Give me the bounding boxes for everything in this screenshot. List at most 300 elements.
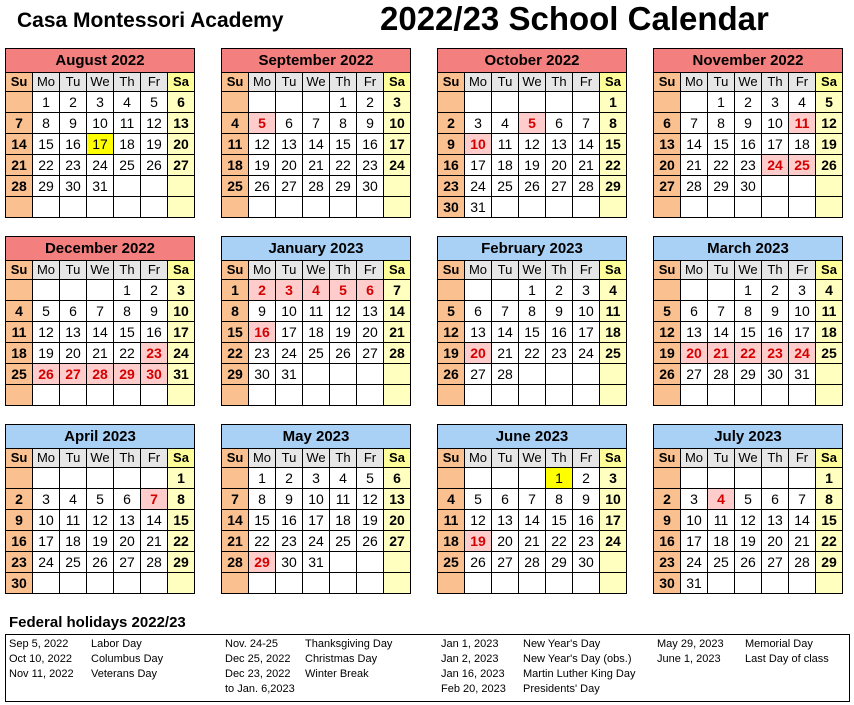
empty-cell [303,92,330,113]
day-cell: 28 [87,364,114,385]
day-cell: 9 [735,113,762,134]
empty-cell [114,573,141,594]
empty-cell [546,92,573,113]
empty-cell [6,280,33,301]
day-cell: 15 [546,510,573,531]
day-cell: 13 [654,134,681,155]
day-cell: 30 [249,364,276,385]
empty-cell [816,573,843,594]
day-cell: 5 [519,113,546,134]
day-cell: 8 [816,489,843,510]
weekday-label: Tu [276,261,303,280]
day-cell: 18 [303,322,330,343]
weekday-label: We [303,261,330,280]
day-cell: 6 [114,489,141,510]
day-cell: 10 [33,510,60,531]
day-cell: 3 [573,280,600,301]
weekday-label: We [87,449,114,468]
empty-cell [438,468,465,489]
day-cell: 27 [654,176,681,197]
day-cell: 3 [762,92,789,113]
day-cell: 26 [654,364,681,385]
day-cell: 19 [465,531,492,552]
weekday-label: Tu [708,449,735,468]
weekday-label: Fr [573,449,600,468]
day-cell: 10 [465,134,492,155]
day-cell: 18 [600,322,627,343]
day-cell: 22 [168,531,195,552]
empty-cell [6,468,33,489]
empty-cell [600,552,627,573]
day-cell: 2 [762,280,789,301]
empty-cell [384,197,411,218]
day-cell: 17 [465,155,492,176]
day-cell: 17 [789,322,816,343]
weekday-label: Su [654,449,681,468]
day-cell: 19 [735,531,762,552]
empty-cell [735,197,762,218]
month-title: August 2022 [6,49,195,73]
empty-cell [789,468,816,489]
day-cell: 19 [330,322,357,343]
day-cell: 20 [168,134,195,155]
day-cell: 25 [6,364,33,385]
day-cell: 20 [114,531,141,552]
empty-cell [681,280,708,301]
empty-cell [303,197,330,218]
day-cell: 16 [60,134,87,155]
day-cell: 29 [114,364,141,385]
day-cell: 10 [276,301,303,322]
empty-cell [60,280,87,301]
day-cell: 10 [573,301,600,322]
day-cell: 19 [87,531,114,552]
empty-cell [762,197,789,218]
day-cell: 21 [492,343,519,364]
day-cell: 5 [654,301,681,322]
day-cell: 29 [735,364,762,385]
empty-cell [708,197,735,218]
day-cell: 14 [141,510,168,531]
day-cell: 19 [141,134,168,155]
day-cell: 20 [465,343,492,364]
day-cell: 11 [330,489,357,510]
empty-cell [600,573,627,594]
holiday-date: Jan 16, 2023 [441,668,505,680]
weekday-label: Tu [492,449,519,468]
weekday-label: Su [6,73,33,92]
empty-cell [87,573,114,594]
day-cell: 30 [60,176,87,197]
month-title: January 2023 [222,237,411,261]
empty-cell [681,197,708,218]
day-cell: 5 [87,489,114,510]
empty-cell [789,176,816,197]
month-title: October 2022 [438,49,627,73]
weekday-label: Sa [816,449,843,468]
weekday-label: We [735,261,762,280]
day-cell: 28 [492,364,519,385]
school-name: Casa Montessori Academy [17,9,284,32]
month-march-2023 [653,236,843,413]
day-cell: 7 [6,113,33,134]
empty-cell [519,197,546,218]
weekday-label: We [735,449,762,468]
day-cell: 24 [168,343,195,364]
weekday-label: Sa [600,449,627,468]
empty-cell [465,280,492,301]
empty-cell [654,197,681,218]
weekday-label: Th [114,261,141,280]
day-cell: 16 [357,134,384,155]
empty-cell [546,364,573,385]
day-cell: 24 [303,531,330,552]
weekday-label: Mo [681,73,708,92]
day-cell: 20 [60,343,87,364]
day-cell: 12 [654,322,681,343]
day-cell: 13 [681,322,708,343]
day-cell: 18 [816,322,843,343]
day-cell: 17 [600,510,627,531]
weekday-label: Mo [465,449,492,468]
day-cell: 23 [276,531,303,552]
empty-cell [222,197,249,218]
empty-cell [87,468,114,489]
empty-cell [249,197,276,218]
day-cell: 20 [762,531,789,552]
day-cell: 4 [708,489,735,510]
day-cell: 17 [384,134,411,155]
empty-cell [600,364,627,385]
weekday-label: Su [438,73,465,92]
day-cell: 20 [276,155,303,176]
day-cell: 3 [303,468,330,489]
month-february-2023 [437,236,627,413]
weekday-label: Mo [249,261,276,280]
day-cell: 12 [438,322,465,343]
empty-cell [816,197,843,218]
empty-cell [492,385,519,406]
day-cell: 7 [87,301,114,322]
day-cell: 4 [492,113,519,134]
day-cell: 28 [708,364,735,385]
empty-cell [546,197,573,218]
weekday-label: Su [438,261,465,280]
empty-cell [438,573,465,594]
day-cell: 6 [357,280,384,301]
day-cell: 10 [168,301,195,322]
empty-cell [33,468,60,489]
day-cell: 13 [357,301,384,322]
day-cell: 16 [6,531,33,552]
empty-cell [168,176,195,197]
month-title: June 2023 [438,425,627,449]
holiday-date: Jan 1, 2023 [441,638,499,650]
holiday-name: Christmas Day [305,653,378,665]
day-cell: 11 [6,322,33,343]
day-cell: 19 [249,155,276,176]
empty-cell [303,364,330,385]
day-cell: 14 [708,322,735,343]
weekday-label: Sa [600,73,627,92]
empty-cell [492,92,519,113]
day-cell: 1 [33,92,60,113]
empty-cell [816,385,843,406]
empty-cell [789,197,816,218]
empty-cell [6,92,33,113]
day-cell: 20 [357,322,384,343]
weekday-label: Tu [276,449,303,468]
day-cell: 20 [546,155,573,176]
day-cell: 9 [654,510,681,531]
weekday-label: Th [546,261,573,280]
day-cell: 4 [789,92,816,113]
holiday-date: Oct 10, 2022 [9,653,72,665]
empty-cell [33,280,60,301]
day-cell: 18 [708,531,735,552]
empty-cell [735,573,762,594]
weekday-label: We [303,73,330,92]
holiday-date: May 29, 2023 [657,638,724,650]
weekday-label: Fr [141,449,168,468]
day-cell: 30 [6,573,33,594]
day-cell: 14 [222,510,249,531]
day-cell: 12 [816,113,843,134]
empty-cell [249,92,276,113]
day-cell: 29 [168,552,195,573]
empty-cell [357,197,384,218]
day-cell: 24 [789,343,816,364]
day-cell: 3 [681,489,708,510]
day-cell: 10 [384,113,411,134]
day-cell: 24 [762,155,789,176]
day-cell: 22 [708,155,735,176]
weekday-label: Tu [60,449,87,468]
day-cell: 28 [141,552,168,573]
empty-cell [330,364,357,385]
empty-cell [573,573,600,594]
holiday-name: Memorial Day [745,638,813,650]
day-cell: 7 [789,489,816,510]
weekday-label: Th [762,261,789,280]
day-cell: 8 [519,301,546,322]
empty-cell [519,468,546,489]
day-cell: 7 [492,301,519,322]
day-cell: 13 [762,510,789,531]
empty-cell [735,385,762,406]
day-cell: 3 [87,92,114,113]
day-cell: 27 [357,343,384,364]
day-cell: 15 [33,134,60,155]
weekday-label: Tu [708,261,735,280]
day-cell: 16 [762,322,789,343]
day-cell: 20 [681,343,708,364]
day-cell: 22 [546,531,573,552]
empty-cell [762,468,789,489]
day-cell: 23 [141,343,168,364]
weekday-label: We [87,73,114,92]
day-cell: 21 [519,531,546,552]
day-cell: 18 [438,531,465,552]
day-cell: 17 [573,322,600,343]
weekday-label: Sa [168,73,195,92]
day-cell: 26 [816,155,843,176]
day-cell: 8 [600,113,627,134]
day-cell: 25 [60,552,87,573]
day-cell: 11 [789,113,816,134]
day-cell: 21 [708,343,735,364]
holiday-date: Nov. 24-25 [225,638,278,650]
empty-cell [681,385,708,406]
empty-cell [492,468,519,489]
month-title: September 2022 [222,49,411,73]
day-cell: 30 [357,176,384,197]
weekday-label: Fr [789,449,816,468]
day-cell: 27 [168,155,195,176]
day-cell: 15 [816,510,843,531]
month-september-2022 [221,48,411,225]
day-cell: 4 [222,113,249,134]
day-cell: 7 [222,489,249,510]
day-cell: 4 [600,280,627,301]
day-cell: 9 [141,301,168,322]
day-cell: 30 [438,197,465,218]
day-cell: 18 [6,343,33,364]
weekday-label: Tu [276,73,303,92]
day-cell: 9 [573,489,600,510]
month-title: April 2023 [6,425,195,449]
day-cell: 23 [249,343,276,364]
day-cell: 30 [276,552,303,573]
day-cell: 26 [438,364,465,385]
day-cell: 17 [276,322,303,343]
weekday-label: Th [762,73,789,92]
weekday-label: Su [222,449,249,468]
day-cell: 22 [249,531,276,552]
weekday-label: Mo [33,73,60,92]
day-cell: 25 [222,176,249,197]
day-cell: 21 [141,531,168,552]
day-cell: 2 [546,280,573,301]
day-cell: 2 [735,92,762,113]
empty-cell [60,468,87,489]
empty-cell [141,468,168,489]
day-cell: 7 [708,301,735,322]
holiday-name: Veterans Day [91,668,158,680]
empty-cell [141,176,168,197]
day-cell: 2 [60,92,87,113]
empty-cell [654,280,681,301]
month-june-2023 [437,424,627,601]
day-cell: 22 [33,155,60,176]
holiday-name: Thanksgiving Day [305,638,393,650]
day-cell: 26 [141,155,168,176]
day-cell: 27 [384,531,411,552]
day-cell: 20 [654,155,681,176]
day-cell: 4 [330,468,357,489]
day-cell: 16 [573,510,600,531]
day-cell: 2 [249,280,276,301]
day-cell: 11 [60,510,87,531]
weekday-label: Mo [33,261,60,280]
holiday-date: Jan 2, 2023 [441,653,499,665]
empty-cell [438,280,465,301]
day-cell: 22 [519,343,546,364]
empty-cell [708,280,735,301]
day-cell: 6 [546,113,573,134]
weekday-label: Su [222,73,249,92]
day-cell: 26 [465,552,492,573]
day-cell: 26 [735,552,762,573]
empty-cell [141,573,168,594]
empty-cell [384,552,411,573]
day-cell: 11 [708,510,735,531]
day-cell: 23 [735,155,762,176]
day-cell: 22 [114,343,141,364]
empty-cell [573,364,600,385]
weekday-label: Su [6,261,33,280]
weekday-label: Su [438,449,465,468]
weekday-label: We [519,261,546,280]
day-cell: 25 [303,343,330,364]
empty-cell [114,197,141,218]
empty-cell [789,385,816,406]
day-cell: 10 [600,489,627,510]
day-cell: 20 [384,510,411,531]
day-cell: 29 [816,552,843,573]
empty-cell [573,385,600,406]
weekday-label: Sa [816,261,843,280]
day-cell: 25 [708,552,735,573]
day-cell: 11 [816,301,843,322]
empty-cell [114,176,141,197]
day-cell: 8 [114,301,141,322]
day-cell: 5 [141,92,168,113]
day-cell: 29 [33,176,60,197]
day-cell: 28 [222,552,249,573]
day-cell: 7 [573,113,600,134]
holiday-date: June 1, 2023 [657,653,721,665]
day-cell: 24 [87,155,114,176]
day-cell: 28 [6,176,33,197]
weekday-label: Tu [492,261,519,280]
day-cell: 16 [276,510,303,531]
day-cell: 24 [384,155,411,176]
weekday-label: Mo [681,261,708,280]
weekday-label: Sa [384,73,411,92]
weekday-label: Fr [573,73,600,92]
day-cell: 24 [681,552,708,573]
weekday-label: We [735,73,762,92]
day-cell: 31 [87,176,114,197]
day-cell: 25 [438,552,465,573]
day-cell: 9 [357,113,384,134]
empty-cell [546,573,573,594]
empty-cell [492,197,519,218]
weekday-label: Mo [465,73,492,92]
day-cell: 25 [330,531,357,552]
day-cell: 8 [33,113,60,134]
day-cell: 1 [600,92,627,113]
day-cell: 5 [735,489,762,510]
empty-cell [816,364,843,385]
day-cell: 14 [6,134,33,155]
day-cell: 14 [492,322,519,343]
day-cell: 12 [249,134,276,155]
holiday-name: New Year's Day [523,638,601,650]
day-cell: 12 [87,510,114,531]
day-cell: 26 [519,176,546,197]
